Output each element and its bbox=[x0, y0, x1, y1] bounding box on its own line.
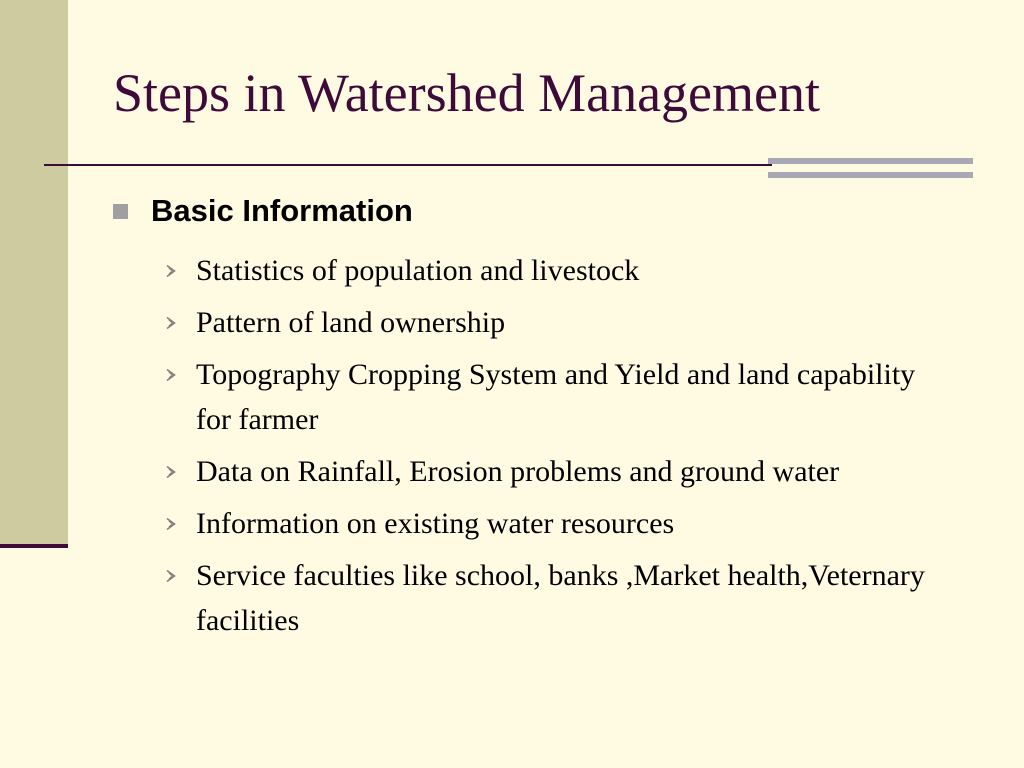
sub-bullet-text: Information on existing water resources bbox=[196, 507, 675, 540]
sub-bullet-text: Service faculties like school, banks ,Market health,Veternary facilities bbox=[196, 559, 925, 637]
sub-bullet-item bbox=[164, 352, 944, 442]
arrow-bullet-icon bbox=[164, 248, 196, 293]
sub-bullet-text: Statistics of population and livestock bbox=[196, 254, 640, 287]
sub-bullet-list bbox=[164, 248, 944, 650]
arrow-bullet-icon bbox=[164, 501, 196, 546]
divider-accent-bar-bottom bbox=[768, 172, 973, 178]
arrow-bullet-icon bbox=[164, 449, 196, 494]
divider-accent-bar-top bbox=[768, 158, 973, 164]
left-band-accent-line bbox=[0, 544, 68, 548]
title-divider-line bbox=[44, 164, 772, 166]
arrow-bullet-icon bbox=[164, 553, 196, 598]
sub-bullet-item bbox=[164, 501, 944, 546]
arrow-bullet-icon bbox=[164, 300, 196, 345]
sub-bullet-item bbox=[164, 449, 944, 494]
arrow-bullet-icon bbox=[164, 352, 196, 397]
sub-bullet-item bbox=[164, 248, 944, 293]
sub-bullet-item bbox=[164, 300, 944, 345]
left-decorative-band bbox=[0, 0, 68, 548]
square-bullet-icon bbox=[113, 204, 128, 219]
main-bullet bbox=[113, 193, 413, 229]
slide-title: Steps in Watershed Management bbox=[113, 63, 820, 123]
main-bullet-label: Basic Information bbox=[151, 193, 413, 228]
sub-bullet-text: Topography Cropping System and Yield and land capability for farmer bbox=[196, 358, 916, 436]
sub-bullet-text: Data on Rainfall, Erosion problems and ground water bbox=[196, 455, 840, 488]
sub-bullet-text: Pattern of land ownership bbox=[196, 306, 506, 339]
sub-bullet-item bbox=[164, 553, 944, 643]
